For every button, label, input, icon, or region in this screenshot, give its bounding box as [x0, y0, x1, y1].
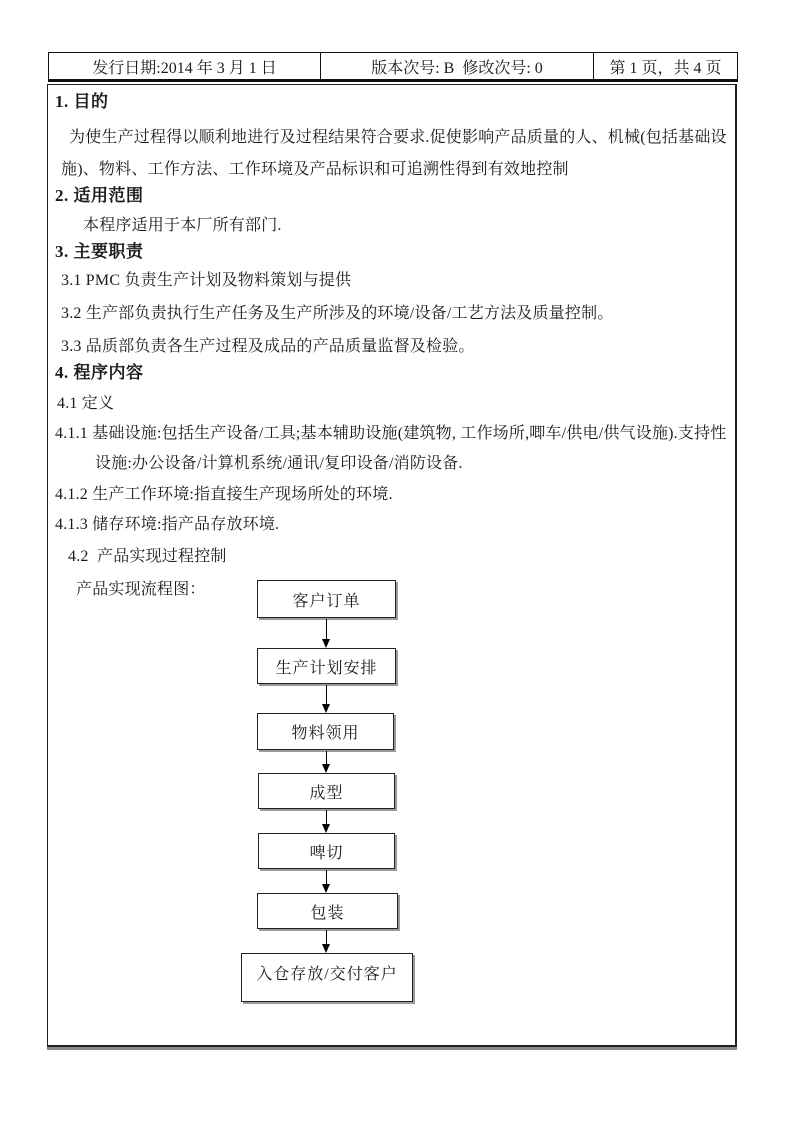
flow-step-production-planning: 生产计划安排 — [257, 648, 396, 684]
item-3-2: 3.2 生产部负责执行生产任务及生产所涉及的环境/设备/工艺方法及质量控制。 — [61, 305, 614, 322]
flow-step-forming: 成型 — [258, 773, 395, 809]
flow-step-die-cutting: 啤切 — [258, 833, 395, 869]
section-3-title: 3. 主要职责 — [55, 242, 144, 261]
header-page-number: 第 1 页，共 4 页 — [609, 59, 722, 77]
flow-step-packing: 包装 — [257, 893, 398, 929]
section-1-body-line-2: 施)、物料、工作方法、工作环境及产品标识和可追溯性得到有效地控制 — [61, 161, 569, 178]
header-version-revision: 版本次号: B 修改次号: 0 — [321, 53, 594, 79]
section-1-title: 1. 目的 — [55, 92, 109, 111]
item-4-2: 4.2 产品实现过程控制 — [68, 548, 227, 565]
arrow-down-icon — [322, 930, 331, 953]
item-4-1-1-line-2: 设施:办公设备/计算机系统/通讯/复印设备/消防设备. — [95, 455, 463, 472]
section-4-title: 4. 程序内容 — [55, 363, 144, 382]
item-3-1: 3.1 PMC 负责生产计划及物料策划与提供 — [61, 272, 352, 289]
header-issue-date: 发行日期:2014 年 3 月 1 日 — [49, 53, 321, 79]
section-2-body: 本程序适用于本厂所有部门. — [83, 217, 282, 234]
arrow-down-icon — [322, 751, 331, 773]
item-4-1-1-line-1: 4.1.1 基础设施:包括生产设备/工具;基本辅助设施(建筑物, 工作场所,唧车/供电/供气设施).支持性 — [55, 425, 727, 442]
flowchart-caption: 产品实现流程图： — [76, 581, 206, 598]
section-1-body-line-1: 为使生产过程得以顺利地进行及过程结果符合要求.促使影响产品质量的人、机械(包括基础设 — [69, 129, 727, 146]
flow-step-warehouse-delivery: 入仓存放/交付客户 — [241, 953, 413, 1002]
arrow-down-icon — [322, 870, 331, 893]
item-3-3: 3.3 品质部负责各生产过程及成品的产品质量监督及检验。 — [61, 338, 475, 355]
arrow-down-icon — [322, 685, 331, 713]
item-4-1-2: 4.1.2 生产工作环境:指直接生产现场所处的环境. — [55, 486, 393, 503]
item-4-1: 4.1 定义 — [57, 395, 115, 412]
flow-step-material-issue: 物料领用 — [257, 713, 394, 750]
document-header-table — [48, 52, 738, 82]
arrow-down-icon — [322, 619, 331, 648]
flow-step-customer-order: 客户订单 — [257, 580, 396, 618]
item-4-1-3: 4.1.3 储存环境:指产品存放环境. — [55, 516, 280, 533]
arrow-down-icon — [322, 810, 331, 833]
section-2-title: 2. 适用范围 — [55, 186, 144, 205]
